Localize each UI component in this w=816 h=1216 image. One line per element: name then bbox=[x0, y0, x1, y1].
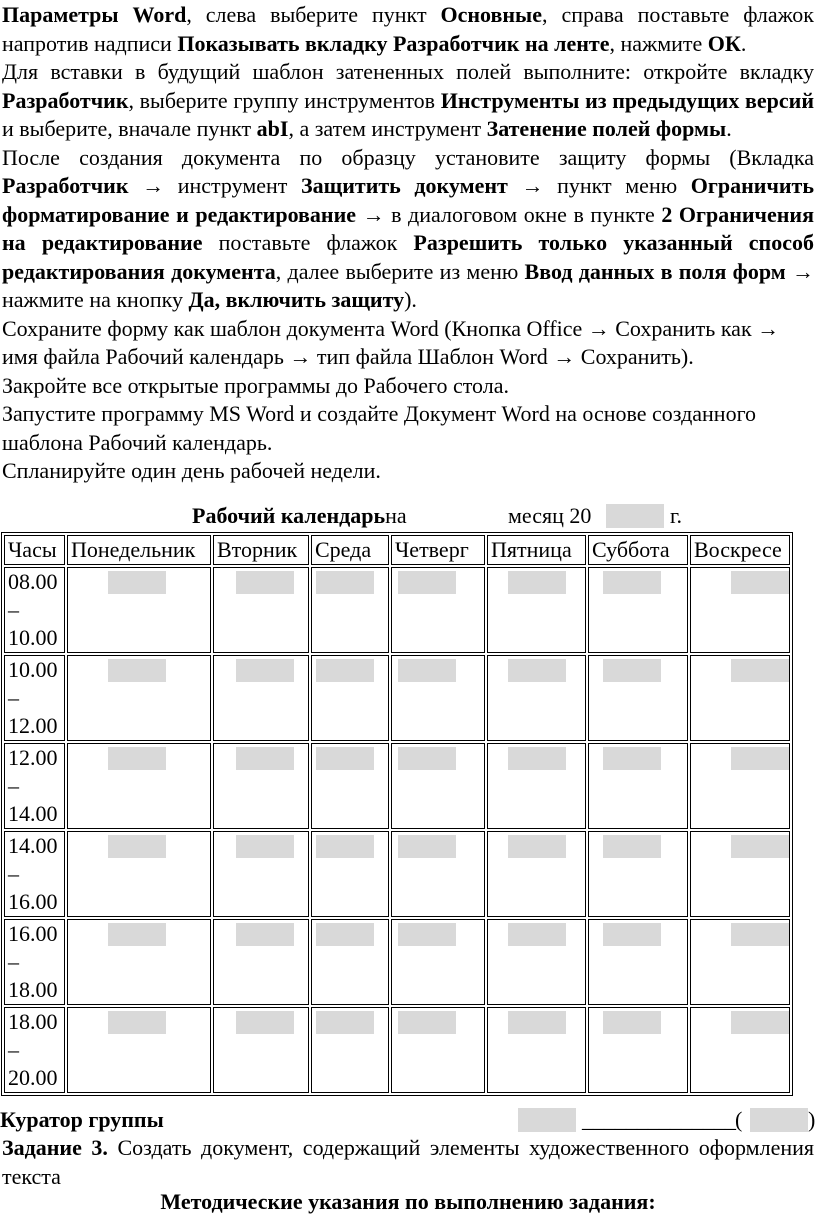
work-calendar-table bbox=[1, 532, 793, 1096]
bold-term: Затенение полей формы bbox=[486, 116, 727, 141]
day-cell bbox=[690, 567, 790, 653]
day-cell bbox=[213, 1007, 309, 1093]
table-row bbox=[4, 743, 790, 829]
table-row bbox=[4, 567, 790, 653]
day-cell bbox=[487, 743, 586, 829]
text-run: После создания документа по образцу установите защиту формы (Вкладка bbox=[2, 144, 814, 170]
calendar-title-year-suffix: г. bbox=[670, 503, 683, 528]
hour-cell bbox=[4, 1007, 65, 1093]
day-cell bbox=[588, 1007, 688, 1093]
shaded-form-field[interactable] bbox=[398, 923, 456, 946]
shaded-form-field[interactable] bbox=[731, 835, 789, 858]
hour-start: 12.00 bbox=[8, 745, 58, 770]
text-run: , далее выберите из меню bbox=[275, 258, 525, 284]
hour-end: 10.00 bbox=[8, 625, 58, 650]
shaded-form-field[interactable] bbox=[508, 923, 566, 946]
hour-dash: – bbox=[8, 1037, 19, 1062]
hour-cell bbox=[4, 567, 65, 653]
shaded-form-field[interactable] bbox=[603, 923, 661, 946]
column-header: Пятница bbox=[487, 535, 586, 565]
curator-paren-close: ) bbox=[808, 1107, 816, 1132]
curator-signature-line: ______________ bbox=[582, 1107, 736, 1132]
instruction-paragraph-5: Закройте все открытые программы до Рабочего стола. bbox=[2, 372, 509, 398]
curator-label: Куратор группы bbox=[0, 1107, 164, 1132]
shaded-form-field[interactable] bbox=[108, 923, 166, 946]
hour-cell bbox=[4, 743, 65, 829]
shaded-form-field[interactable] bbox=[398, 571, 456, 594]
text-run: Для вставки в будущий шаблон затененных полей выполните: откройте вкладку bbox=[2, 59, 814, 84]
shaded-form-field[interactable] bbox=[316, 923, 374, 946]
curator-name-form-field[interactable] bbox=[750, 1108, 808, 1132]
day-cell bbox=[67, 567, 211, 653]
hour-end: 14.00 bbox=[8, 801, 58, 826]
day-cell bbox=[311, 743, 389, 829]
day-cell bbox=[391, 567, 485, 653]
shaded-form-field[interactable] bbox=[398, 659, 456, 682]
bold-term: Показывать вкладку Разработчик на ленте bbox=[177, 30, 610, 56]
shaded-form-field[interactable] bbox=[731, 659, 789, 682]
shaded-form-field[interactable] bbox=[508, 835, 566, 858]
day-cell bbox=[690, 1007, 790, 1093]
table-header-row bbox=[4, 535, 790, 565]
bold-term: Основные bbox=[440, 2, 543, 27]
day-cell bbox=[690, 831, 790, 917]
shaded-form-field[interactable] bbox=[236, 659, 294, 682]
day-cell bbox=[311, 919, 389, 1005]
shaded-form-field[interactable] bbox=[603, 835, 661, 858]
day-cell bbox=[487, 919, 586, 1005]
shaded-form-field[interactable] bbox=[316, 747, 374, 770]
shaded-form-field[interactable] bbox=[108, 659, 166, 682]
hour-dash: – bbox=[8, 949, 19, 974]
shaded-form-field[interactable] bbox=[603, 1011, 661, 1034]
text-run: , справа поставьте флажок напротив надписи bbox=[2, 2, 814, 56]
day-cell bbox=[588, 567, 688, 653]
shaded-form-field[interactable] bbox=[236, 1011, 294, 1034]
day-cell bbox=[311, 655, 389, 741]
shaded-form-field[interactable] bbox=[108, 1011, 166, 1034]
table-row bbox=[4, 655, 790, 741]
shaded-form-field[interactable] bbox=[398, 747, 456, 770]
hour-end: 18.00 bbox=[8, 977, 58, 1002]
table-row bbox=[4, 919, 790, 1005]
hour-dash: – bbox=[8, 861, 19, 886]
day-cell bbox=[690, 919, 790, 1005]
shaded-form-field[interactable] bbox=[398, 835, 456, 858]
day-cell bbox=[213, 567, 309, 653]
shaded-form-field[interactable] bbox=[508, 1011, 566, 1034]
shaded-form-field[interactable] bbox=[731, 923, 789, 946]
day-cell bbox=[67, 743, 211, 829]
bold-term: 2 Ограничения на редактирование bbox=[2, 201, 814, 255]
task-3 bbox=[2, 1134, 814, 1191]
bold-term: Инструменты из предыдущих версий bbox=[440, 87, 814, 113]
day-cell bbox=[213, 831, 309, 917]
table-row bbox=[4, 1007, 790, 1093]
bold-term: Ограничить форматирование и редактирование bbox=[2, 173, 814, 227]
shaded-form-field[interactable] bbox=[316, 659, 374, 682]
shaded-form-field[interactable] bbox=[731, 747, 789, 770]
text-run: , выберите группу инструментов bbox=[128, 87, 441, 113]
day-cell bbox=[67, 1007, 211, 1093]
text-run: → нажмите на кнопку bbox=[2, 258, 814, 312]
shaded-form-field[interactable] bbox=[236, 571, 294, 594]
shaded-form-field[interactable] bbox=[236, 923, 294, 946]
column-header: Четверг bbox=[391, 535, 485, 565]
day-cell bbox=[213, 919, 309, 1005]
curator-form-field[interactable] bbox=[518, 1108, 576, 1132]
bold-term: Ввод данных в поля форм bbox=[524, 258, 786, 284]
text-run: , а затем инструмент bbox=[288, 116, 487, 141]
day-cell bbox=[588, 655, 688, 741]
shaded-form-field[interactable] bbox=[108, 835, 166, 858]
text-run: → в диалоговом окне в пункте bbox=[356, 201, 662, 227]
day-cell bbox=[487, 831, 586, 917]
text-run: поставьте флажок bbox=[202, 230, 414, 255]
shaded-form-field[interactable] bbox=[603, 747, 661, 770]
shaded-form-field[interactable] bbox=[316, 835, 374, 858]
instruction-paragraph-7: Спланируйте один день рабочей недели. bbox=[2, 458, 381, 483]
column-header: Понедельник bbox=[67, 535, 211, 565]
text-run: , слева выберите пункт bbox=[186, 2, 441, 27]
calendar-title-on: на bbox=[385, 503, 407, 528]
bold-term: abI bbox=[256, 116, 289, 141]
column-header: Вторник bbox=[213, 535, 309, 565]
shaded-form-field[interactable] bbox=[108, 747, 166, 770]
hour-start: 10.00 bbox=[8, 657, 58, 682]
bold-term: Параметры Word bbox=[2, 2, 187, 27]
shaded-form-field[interactable] bbox=[236, 835, 294, 858]
day-cell bbox=[391, 1007, 485, 1093]
hour-start: 18.00 bbox=[8, 1009, 58, 1034]
calendar-title-text bbox=[192, 502, 407, 531]
task-3-text: Создать документ, содержащий элементы художественного оформления текста bbox=[2, 1135, 814, 1189]
shaded-form-field[interactable] bbox=[236, 747, 294, 770]
column-header: Воскресе bbox=[690, 535, 790, 565]
day-cell bbox=[487, 567, 586, 653]
shaded-form-field[interactable] bbox=[508, 659, 566, 682]
shaded-form-field[interactable] bbox=[108, 571, 166, 594]
text-run: ). bbox=[404, 287, 417, 312]
day-cell bbox=[487, 1007, 586, 1093]
day-cell bbox=[391, 743, 485, 829]
column-header: Среда bbox=[311, 535, 389, 565]
day-cell bbox=[213, 743, 309, 829]
hour-cell bbox=[4, 831, 65, 917]
text-run: → инструмент bbox=[128, 173, 302, 198]
day-cell bbox=[690, 743, 790, 829]
task-3-label: Задание 3. bbox=[2, 1135, 108, 1160]
text-run: → пункт меню bbox=[507, 173, 691, 198]
shaded-form-field[interactable] bbox=[603, 571, 661, 594]
calendar-title-month: месяц 20 bbox=[508, 503, 592, 528]
hour-dash: – bbox=[8, 597, 19, 622]
text-run: . bbox=[726, 116, 732, 141]
curator-paren-open: ( bbox=[735, 1107, 743, 1132]
day-cell bbox=[391, 655, 485, 741]
day-cell bbox=[67, 831, 211, 917]
hour-cell bbox=[4, 919, 65, 1005]
day-cell bbox=[690, 655, 790, 741]
day-cell bbox=[213, 655, 309, 741]
shaded-form-field[interactable] bbox=[731, 571, 789, 594]
day-cell bbox=[67, 655, 211, 741]
instruction-paragraph-2 bbox=[2, 58, 814, 144]
hour-start: 08.00 bbox=[8, 569, 58, 594]
text-run: . bbox=[740, 30, 747, 56]
hour-end: 20.00 bbox=[8, 1065, 58, 1090]
day-cell bbox=[311, 831, 389, 917]
shaded-form-field[interactable] bbox=[398, 1011, 456, 1034]
day-cell bbox=[588, 831, 688, 917]
table-row bbox=[4, 831, 790, 917]
shaded-form-field[interactable] bbox=[603, 659, 661, 682]
bold-term: Да, включить защиту bbox=[188, 287, 405, 312]
curator-line bbox=[0, 1106, 816, 1136]
shaded-form-field[interactable] bbox=[508, 747, 566, 770]
instruction-paragraph-1 bbox=[2, 1, 814, 58]
day-cell bbox=[311, 1007, 389, 1093]
hour-dash: – bbox=[8, 773, 19, 798]
instruction-paragraph-3 bbox=[2, 144, 814, 315]
instruction-paragraph-4: Сохраните форму как шаблон документа Word (Кнопка Office → Сохранить как → имя файла Рабочий календарь → тип файла Шаблон Word → Сохранить). bbox=[2, 315, 780, 369]
hour-start: 14.00 bbox=[8, 833, 58, 858]
hour-end: 12.00 bbox=[8, 713, 58, 738]
bold-term: Разработчик bbox=[2, 87, 129, 113]
shaded-form-field[interactable] bbox=[508, 571, 566, 594]
hour-cell bbox=[4, 655, 65, 741]
calendar-title bbox=[0, 502, 816, 530]
hour-start: 16.00 bbox=[8, 921, 58, 946]
day-cell bbox=[391, 831, 485, 917]
day-cell bbox=[487, 655, 586, 741]
hour-end: 16.00 bbox=[8, 889, 58, 914]
day-cell bbox=[67, 919, 211, 1005]
year-form-field[interactable] bbox=[606, 504, 664, 528]
text-run: , нажмите bbox=[609, 30, 708, 56]
bold-term: ОК bbox=[707, 30, 741, 56]
day-cell bbox=[588, 919, 688, 1005]
column-header: Часы bbox=[4, 535, 65, 565]
shaded-form-field[interactable] bbox=[316, 571, 374, 594]
instruction-paragraph-6: Запустите программу MS Word и создайте Документ Word на основе созданного шаблона Рабочий календарь. bbox=[2, 401, 757, 455]
column-header: Суббота bbox=[588, 535, 688, 565]
calendar-title-bold: Рабочий календарь bbox=[192, 503, 386, 528]
bold-term: Разработчик bbox=[2, 173, 129, 198]
shaded-form-field[interactable] bbox=[316, 1011, 374, 1034]
text-run: и выберите, вначале пункт bbox=[2, 116, 257, 141]
instructions bbox=[2, 1, 814, 486]
day-cell bbox=[311, 567, 389, 653]
bold-term: Защитить документ bbox=[301, 173, 508, 198]
bold-term: Разрешить только указанный способ редактирования документа bbox=[2, 230, 814, 284]
shaded-form-field[interactable] bbox=[731, 1011, 789, 1034]
method-title: Методические указания по выполнению задания: bbox=[160, 1189, 656, 1214]
day-cell bbox=[391, 919, 485, 1005]
day-cell bbox=[588, 743, 688, 829]
hour-dash: – bbox=[8, 685, 19, 710]
